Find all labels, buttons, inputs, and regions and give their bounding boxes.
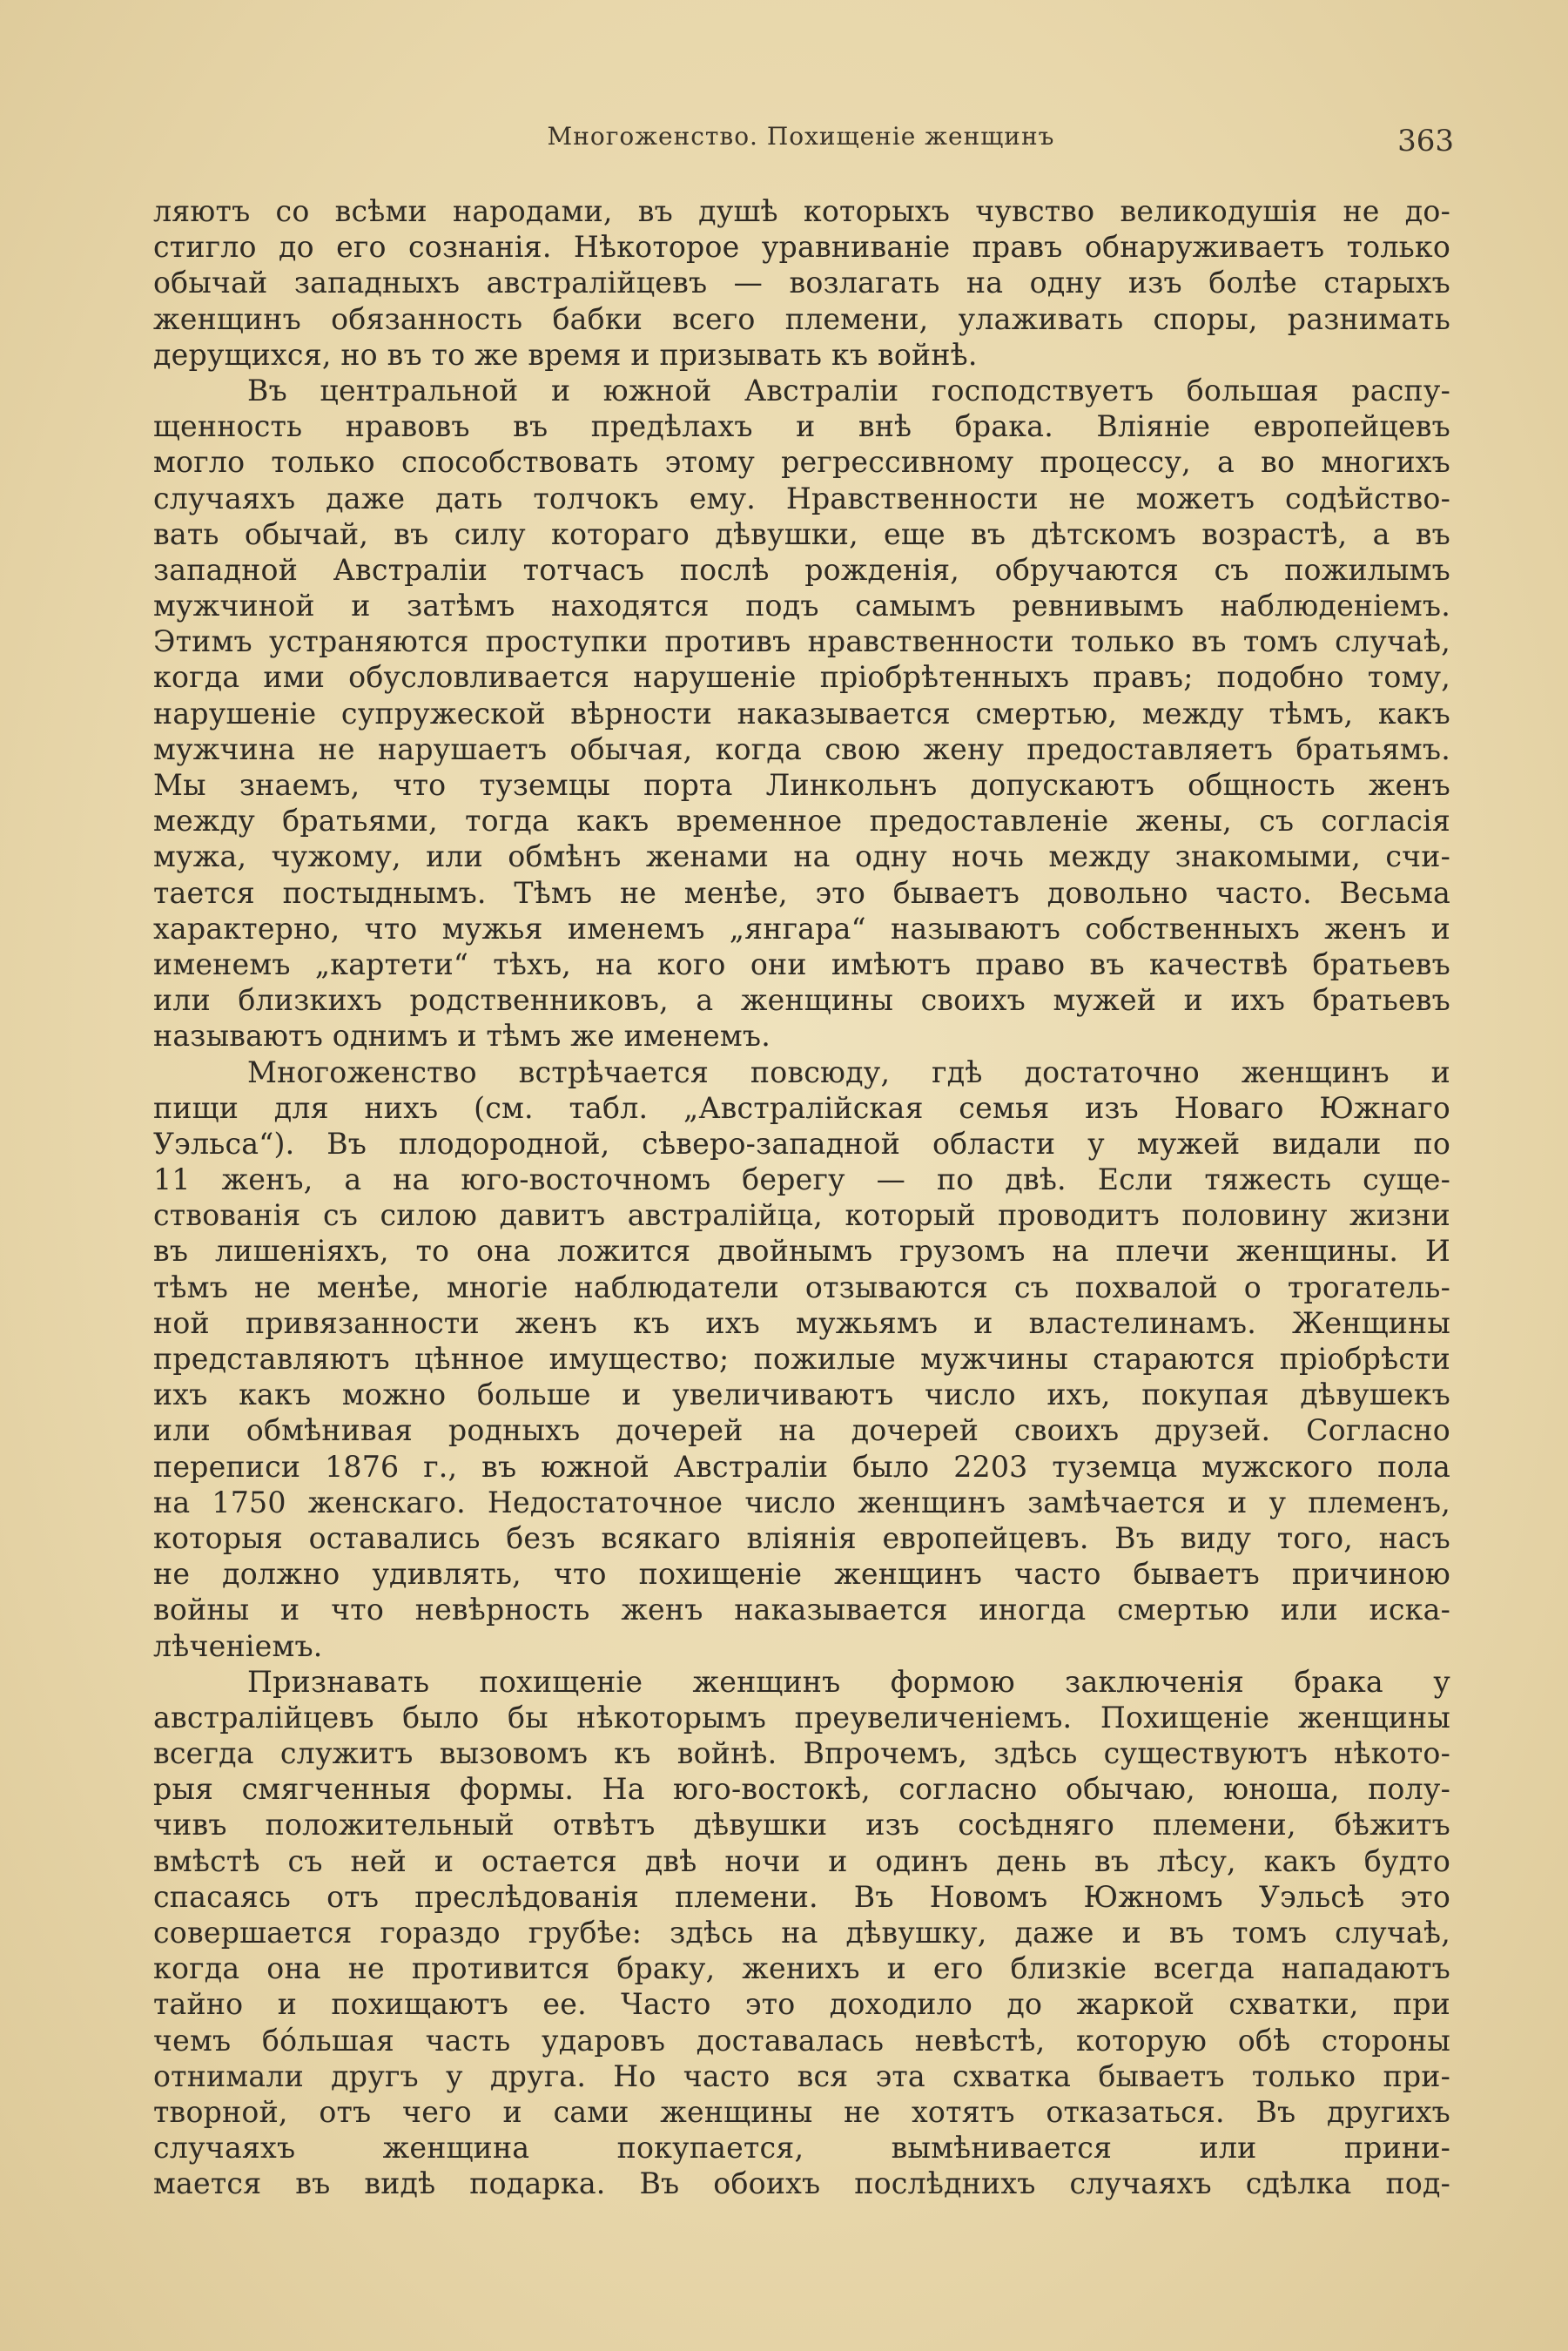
text-line: чивъ положительный отвѣтъ дѣвушки изъ сосѣдняго племени, бѣжитъ xyxy=(153,1808,1450,1842)
text-line: пищи для нихъ (см. табл. „Австралійская семья изъ Новаго Южнаго xyxy=(153,1090,1450,1125)
text-line: или близкихъ родственниковъ, а женщины своихъ мужей и ихъ братьевъ xyxy=(153,983,1450,1018)
text-line: творной, отъ чего и сами женщины не хотятъ отказаться. Въ другихъ xyxy=(153,2094,1450,2129)
text-line: мужчина не нарушаетъ обычая, когда свою жену предоставляетъ братьямъ. xyxy=(153,731,1450,766)
text-line: въ лишеніяхъ, то она ложится двойнымъ грузомъ на плечи женщины. И xyxy=(153,1234,1450,1269)
text-line: 11 женъ, а на юго-восточномъ берегу — по двѣ. Если тяжесть суще- xyxy=(153,1162,1450,1197)
text-line: переписи 1876 г., въ южной Австраліи было 2203 туземца мужского пола xyxy=(153,1449,1450,1484)
text-line: тѣмъ не менѣе, многіе наблюдатели отзываются съ похвалой о трогатель- xyxy=(153,1270,1450,1304)
text-line: вать обычай, въ силу котораго дѣвушки, еще въ дѣтскомъ возрастѣ, а въ xyxy=(153,516,1450,551)
page-number: 363 xyxy=(1397,124,1454,158)
text-line: ной привязанности женъ къ ихъ мужьямъ и властелинамъ. Женщины xyxy=(153,1305,1450,1340)
text-line: рыя смягченныя формы. На юго-востокѣ, согласно обычаю, юноша, полу- xyxy=(153,1772,1450,1807)
text-line: женщинъ обязанность бабки всего племени, улаживать споры, разнимать xyxy=(153,301,1450,336)
text-line: могло только способствовать этому регрессивному процессу, а во многихъ xyxy=(153,445,1450,480)
text-line: спасаясь отъ преслѣдованія племени. Въ Новомъ Южномъ Уэльсѣ это xyxy=(153,1879,1450,1914)
text-line: вмѣстѣ съ ней и остается двѣ ночи и одинъ день въ лѣсу, какъ будто xyxy=(153,1843,1450,1878)
text-line: на 1750 женскаго. Недостаточное число женщинъ замѣчается и у племенъ, xyxy=(153,1485,1450,1519)
text-line: отнимали другъ у друга. Но часто вся эта схватка бываетъ только при- xyxy=(153,2058,1450,2093)
text-line: мужчиной и затѣмъ находятся подъ самымъ ревнивымъ наблюденіемъ. xyxy=(153,589,1450,623)
text-line: западной Австраліи тотчасъ послѣ рожденія, обручаются съ пожилымъ xyxy=(153,552,1450,587)
text-line: представляютъ цѣнное имущество; пожилые мужчины стараются пріобрѣсти xyxy=(153,1342,1450,1376)
text-line: мужа, чужому, или обмѣнъ женами на одну ночь между знакомыми, счи- xyxy=(153,839,1450,874)
text-line: тайно и похищаютъ ее. Часто это доходило до жаркой схватки, при xyxy=(153,1987,1450,2022)
text-line: между братьями, тогда какъ временное предоставленіе жены, съ согласія xyxy=(153,804,1450,839)
text-line: чемъ бо́льшая часть ударовъ доставалась невѣстѣ, которую обѣ стороны xyxy=(153,2023,1450,2058)
body-text xyxy=(153,193,1450,2202)
text-line: ихъ какъ можно больше и увеличиваютъ число ихъ, покупая дѣвушекъ xyxy=(153,1378,1450,1412)
text-line: Въ центральной и южной Австраліи господствуетъ большая распу- xyxy=(247,373,1450,408)
text-line: стигло до его сознанія. Нѣкоторое уравниваніе правъ обнаруживаетъ только xyxy=(153,230,1450,265)
page-header xyxy=(148,111,1454,164)
text-line: называютъ однимъ и тѣмъ же именемъ. xyxy=(153,1019,771,1054)
text-line: ляютъ со всѣми народами, въ душѣ которыхъ чувство великодушія не до- xyxy=(153,194,1450,228)
text-line: характерно, что мужья именемъ „янгара“ называютъ собственныхъ женъ и xyxy=(153,911,1450,946)
text-line: когда ими обусловливается нарушеніе пріобрѣтенныхъ правъ; подобно тому, xyxy=(153,660,1450,695)
text-line: случаяхъ даже дать толчокъ ему. Нравственности не можетъ содѣйство- xyxy=(153,481,1450,515)
text-line: дерущихся, но въ то же время и призывать къ войнѣ. xyxy=(153,337,978,372)
running-head: Многоженство. Похищеніе женщинъ xyxy=(547,122,1055,151)
text-line: не должно удивлять, что похищеніе женщинъ часто бываетъ причиною xyxy=(153,1557,1450,1592)
text-line: которыя оставались безъ всякаго вліянія европейцевъ. Въ виду того, насъ xyxy=(153,1520,1450,1555)
text-line: австралійцевъ было бы нѣкоторымъ преувеличеніемъ. Похищеніе женщины xyxy=(153,1700,1450,1735)
text-line: Признавать похищеніе женщинъ формою заключенія брака у xyxy=(247,1664,1450,1699)
text-line: тается постыднымъ. Тѣмъ не менѣе, это бываетъ довольно часто. Весьма xyxy=(153,875,1450,910)
text-line: обычай западныхъ австралійцевъ — возлагать на одну изъ болѣе старыхъ xyxy=(153,266,1450,300)
text-line: нарушеніе супружеской вѣрности наказывается смертью, между тѣмъ, какъ xyxy=(153,696,1450,731)
text-line: случаяхъ женщина покупается, вымѣнивается или прини- xyxy=(153,2131,1450,2166)
text-line: Мы знаемъ, что туземцы порта Линкольнъ допускаютъ общность женъ xyxy=(153,768,1450,802)
text-line: щенность нравовъ въ предѣлахъ и внѣ брака. Вліяніе европейцевъ xyxy=(153,409,1450,444)
text-line: мается въ видѣ подарка. Въ обоихъ послѣднихъ случаяхъ сдѣлка под- xyxy=(153,2166,1450,2201)
text-line: лѣченіемъ. xyxy=(153,1628,323,1663)
text-line: или обмѣнивая родныхъ дочерей на дочерей своихъ друзей. Согласно xyxy=(153,1413,1450,1448)
text-line: всегда служитъ вызовомъ къ войнѣ. Впрочемъ, здѣсь существуютъ нѣкото- xyxy=(153,1736,1450,1771)
text-line: Уэльса“). Въ плодородной, сѣверо-западной области у мужей видали по xyxy=(153,1126,1450,1161)
text-line: войны и что невѣрность женъ наказывается иногда смертью или иска- xyxy=(153,1593,1450,1627)
text-line: Многоженство встрѣчается повсюду, гдѣ достаточно женщинъ и xyxy=(247,1054,1450,1089)
text-line: совершается гораздо грубѣе: здѣсь на дѣвушку, даже и въ томъ случаѣ, xyxy=(153,1916,1450,1950)
text-line: Этимъ устраняются проступки противъ нравственности только въ томъ случаѣ, xyxy=(153,624,1450,659)
text-line: именемъ „картети“ тѣхъ, на кого они имѣютъ право въ качествѣ братьевъ xyxy=(153,946,1450,981)
text-line: ствованія съ силою давитъ австралійца, который проводитъ половину жизни xyxy=(153,1198,1450,1233)
text-line: когда она не противится браку, женихъ и его близкіе всегда нападаютъ xyxy=(153,1951,1450,1986)
